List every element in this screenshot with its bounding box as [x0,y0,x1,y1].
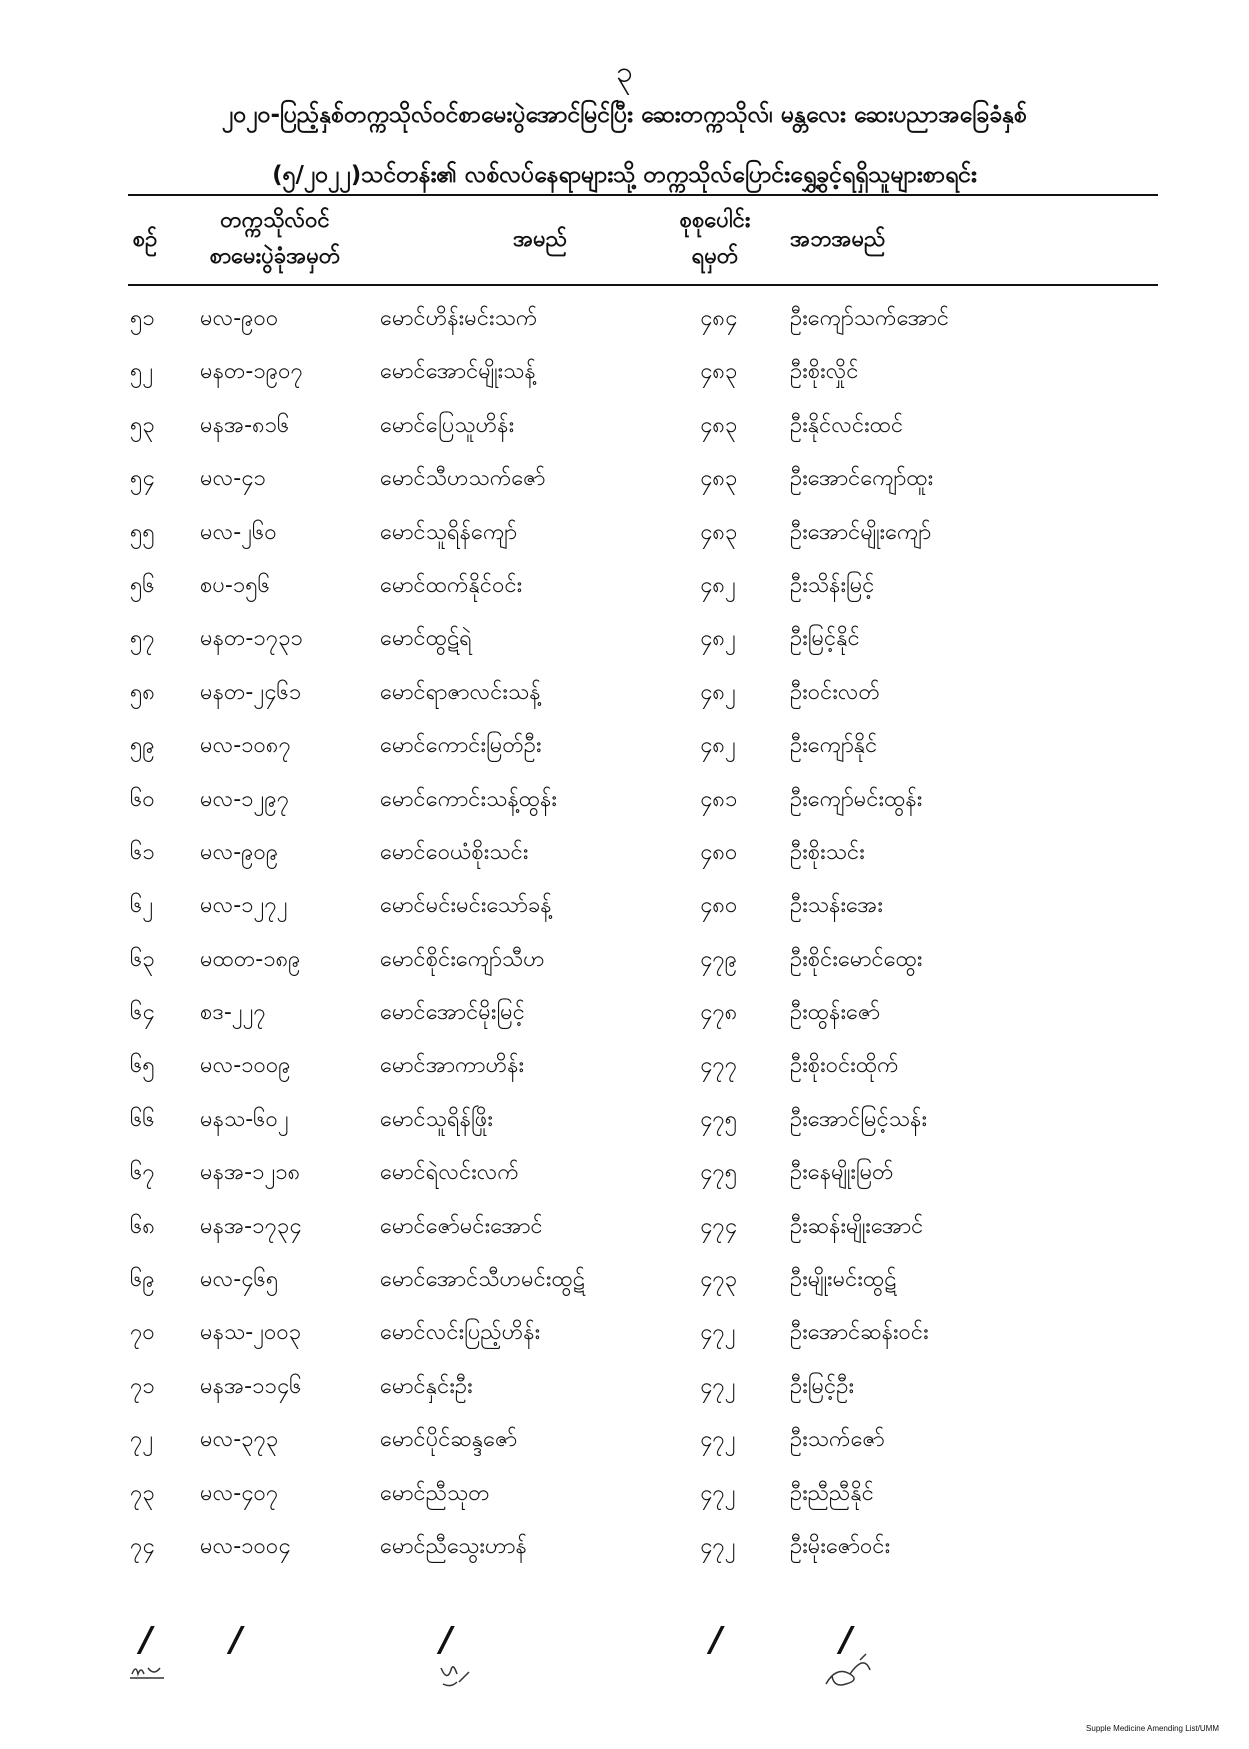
row-no: ၇၂ [130,1427,154,1453]
row-score: ၄၇၂ [700,1373,736,1399]
row-score: ၄၇၃ [700,1267,738,1293]
row-exam-id: မနအ-၈၁၆ [200,412,290,438]
row-score: ၄၈၂ [700,733,736,759]
row-exam-id: မနတ-၂၄၆၁ [200,679,302,705]
header-no: စဉ် [132,227,158,252]
table-row [0,1363,1249,1416]
row-name: မောင်ကောင်းမြတ်ဦး [380,733,542,759]
header-exam-id-line-2: စာမေးပွဲခုံအမှတ် [209,244,341,269]
row-exam-id: မလ-၁၀၀၄ [200,1533,291,1559]
row-father-name: ဦးကျော်သက်အောင် [790,306,950,331]
row-exam-id: မလ-၁၀၈၇ [200,733,291,759]
row-score: ၄၈၃ [700,359,738,385]
row-no: ၆၆ [130,1106,155,1132]
row-name: မောင်အောင်မိုးမြင့် [380,1000,525,1026]
row-name: မောင်ညီသွေးဟာန် [380,1533,527,1559]
row-father-name: ဦးမြင့်ဦး [790,1373,855,1399]
row-name: မောင်ဝေယံစိုးသင်း [380,839,529,865]
row-name: မောင်ကောင်းသန့်ထွန်း [380,786,557,812]
row-name: မောင်စိုင်းကျော်သီဟ [380,946,545,972]
row-name: မောင်သူရိန်ကျော် [380,519,518,545]
row-no: ၅၅ [130,519,155,545]
row-exam-id: မလ-၄၆၅ [200,1267,279,1293]
row-name: မောင်အောင်သီဟမင်းထွဋ် [380,1267,585,1293]
row-father-name: ဦးညီညီနိုင် [790,1480,874,1506]
header-father-name: အဘအမည် [790,227,886,252]
row-exam-id: မလ-၁၂၇၂ [200,893,288,919]
row-father-name: ဦးထွန်းဇော် [790,1000,881,1026]
row-name: မောင်ပိုင်ဆန္ဒဇော် [380,1427,518,1453]
row-name: မောင်လင်းပြည့်ဟိန်း [380,1320,541,1346]
row-score: ၄၇၂ [700,1320,736,1346]
row-father-name: ဦးအောင်ကျော်ထူး [790,466,934,492]
row-father-name: ဦးမိုးဇော်ဝင်း [790,1533,891,1559]
row-father-name: ဦးစိုးလှိုင် [790,359,859,385]
row-name: မောင်ဟိန်းမင်းသက် [380,306,538,331]
row-exam-id: မနသ-၂၀၀၃ [200,1320,302,1346]
row-exam-id: မနအ-၁၁၄၆ [200,1373,302,1399]
table-row [0,1416,1249,1469]
footer-note: Supple Medicine Amending List/UMM [1086,1724,1219,1733]
row-exam-id: မလ-၁၂၉၇ [200,786,290,812]
row-exam-id: မထတ-၁၈၉ [200,946,301,972]
row-score: ၄၈၄ [700,306,738,331]
row-no: ၅၂ [130,359,154,385]
column-end-marks [0,1620,1249,1660]
row-no: ၆၈ [130,1213,155,1239]
table-top-rule [128,194,1158,196]
row-no: ၆၄ [130,1000,155,1026]
table-row [0,776,1249,829]
row-score: ၄၈၁ [700,786,738,812]
row-score: ၄၇၂ [700,1480,736,1506]
page-number: ၃ [616,55,633,90]
row-score: ၄၇၅ [700,1160,738,1186]
row-exam-id: မနသ-၆၀၂ [200,1106,289,1132]
table-row [0,1309,1249,1362]
table-row [0,295,1249,348]
row-father-name: ဦးကျော်မင်းထွန်း [790,786,923,812]
row-name: မောင်သီဟသက်ဇော် [380,466,546,492]
header-score-line-2: ရမှတ် [691,244,739,269]
row-father-name: ဦးအောင်မျိုးကျော် [790,519,932,545]
table-row [0,509,1249,562]
row-father-name: ဦးသန်းအေး [790,893,883,919]
row-father-name: ဦးစိုးသင်း [790,839,865,865]
row-father-name: ဦးသက်ဇော် [790,1427,885,1453]
header-exam-id-line-1: တက္ကသိုလ်ဝင် [220,208,330,233]
row-name: မောင်အောင်မျိုးသန့် [380,359,536,385]
table-row [0,1042,1249,1095]
initial-signature-1 [128,1660,168,1680]
row-exam-id: မနတ-၁၉၀၇ [200,359,303,385]
row-no: ၅၇ [130,626,155,652]
row-father-name: ဦးမြင့်နိုင် [790,626,860,652]
initial-signature-3 [820,1650,880,1690]
table-row [0,829,1249,882]
row-father-name: ဦးအောင်ဆန်းဝင်း [790,1320,929,1346]
end-mark-slash: / [230,1620,243,1660]
table-row [0,455,1249,508]
row-father-name: ဦးနိုင်လင်းထင် [790,412,904,438]
row-score: ၄၇၇ [700,1053,738,1079]
table-row [0,348,1249,401]
row-no: ၇၄ [130,1533,155,1559]
table-row [0,1523,1249,1576]
table-header-rule [128,284,1158,286]
document-title-line-1: ၂၀၂၀-ပြည့်နှစ်တက္ကသိုလ်ဝင်စာမေးပွဲအောင်မြင်ပြီး ဆေးတက္ကသိုလ်၊ မန္တလေး ဆေးပညာအခြေခံနှစ် [222,102,1027,128]
row-exam-id: မလ-၂၆၀ [200,519,277,545]
row-exam-id: မလ-၃၇၃ [200,1427,279,1453]
row-name: မောင်ပြေသူဟိန်း [380,412,515,438]
row-exam-id: မနအ-၁၂၁၈ [200,1160,301,1186]
row-score: ၄၈၀ [700,839,738,865]
row-no: ၆၂ [130,893,154,919]
header-score-line-1: စုစုပေါင်း [679,208,751,233]
end-mark-slash: / [440,1620,453,1660]
row-father-name: ဦးအောင်မြင့်သန်း [790,1106,928,1132]
row-exam-id: မလ-၁၀၀၉ [200,1053,291,1079]
row-no: ၅၉ [130,733,155,759]
row-no: ၅၈ [130,679,155,705]
row-no: ၇၁ [130,1373,155,1399]
header-exam-id [170,203,380,275]
header-name: အမည် [512,227,568,252]
row-name: မောင်သူရိန်ဖြိုး [380,1106,493,1132]
row-score: ၄၈၂ [700,626,736,652]
row-father-name: ဦးသိန်းမြင့် [790,572,875,598]
row-score: ၄၈၀ [700,893,738,919]
row-no: ၆၇ [130,1160,155,1186]
table-row [0,722,1249,775]
row-name: မောင်နှင်းဦး [380,1373,473,1399]
row-father-name: ဦးဝင်းလတ် [790,679,880,705]
row-name: မောင်မင်းမင်းသော်ခန့် [380,893,552,919]
row-name: မောင်ထွဋ်ရဲ [380,626,472,652]
row-name: မောင်ထက်နိုင်ဝင်း [380,572,523,598]
row-score: ၄၇၄ [700,1213,738,1239]
table-row [0,1096,1249,1149]
row-name: မောင်အာကာဟိန်း [380,1053,525,1079]
end-mark-slash: / [140,1620,153,1660]
table-row [0,936,1249,989]
row-exam-id: မနတ-၁၇၃၁ [200,626,303,652]
table-row [0,562,1249,615]
table-row [0,989,1249,1042]
row-father-name: ဦးမျိုးမင်းထွဋ် [790,1267,897,1293]
table-row [0,402,1249,455]
row-father-name: ဦးဆန်းမျိုးအောင် [790,1213,924,1239]
initial-signature-2 [435,1660,475,1690]
row-no: ၇၀ [130,1320,155,1346]
row-score: ၄၈၃ [700,466,738,492]
row-exam-id: မလ-၉၀၀ [200,306,279,331]
row-no: ၅၆ [130,572,155,598]
table-row [0,615,1249,668]
row-no: ၇၃ [130,1480,155,1506]
table-row [0,669,1249,722]
row-no: ၅၃ [130,412,155,438]
row-name: မောင်ဇော်မင်းအောင် [380,1213,543,1239]
row-name: မောင်ရဲလင်းလက် [380,1160,519,1186]
row-father-name: ဦးနေမျိုးမြတ် [790,1160,894,1186]
row-no: ၅၄ [130,466,155,492]
row-no: ၆၁ [130,839,155,865]
end-mark-slash: / [840,1620,853,1660]
row-name: မောင်ရာဇာလင်းသန့် [380,679,541,705]
table-row [0,882,1249,935]
row-score: ၄၈၃ [700,412,738,438]
row-score: ၄၇၂ [700,1427,736,1453]
row-father-name: ဦးစိုင်းမောင်ထွေး [790,946,923,972]
table-body [0,295,1249,1576]
row-exam-id: မလ-၄၁ [200,466,266,492]
row-exam-id: စဒ-၂၂၇ [200,1000,266,1026]
table-row [0,1149,1249,1202]
row-exam-id: မနအ-၁၇၃၄ [200,1213,302,1239]
document-title-line-2: (၅/၂၀၂၂)သင်တန်း၏ လစ်လပ်နေရာများသို့ တက္ကသိုလ်ပြောင်းရွှေ့ခွင့်ရရှိသူများစာရင်း [272,162,977,188]
row-score: ၄၈၂ [700,679,736,705]
table-row [0,1256,1249,1309]
row-no: ၆၉ [130,1267,155,1293]
row-name: မောင်ညီသုတ [380,1480,490,1506]
end-mark-slash: / [710,1620,723,1660]
row-no: ၆၀ [130,786,155,812]
row-father-name: ဦးကျော်နိုင် [790,733,878,759]
row-score: ၄၇၅ [700,1106,738,1132]
header-score [640,203,790,275]
row-no: ၆၃ [130,946,155,972]
row-exam-id: စပ-၁၅၆ [200,572,270,598]
row-score: ၄၇၈ [700,1000,738,1026]
row-score: ၄၇၉ [700,946,738,972]
row-no: ၆၅ [130,1053,155,1079]
table-row [0,1470,1249,1523]
row-score: ၄၈၂ [700,572,736,598]
row-exam-id: မလ-၄၀၇ [200,1480,279,1506]
row-father-name: ဦးစိုးဝင်းထိုက် [790,1053,899,1079]
row-score: ၄၇၂ [700,1533,736,1559]
row-score: ၄၈၃ [700,519,738,545]
row-no: ၅၁ [130,306,155,331]
table-row [0,1203,1249,1256]
row-exam-id: မလ-၉၀၉ [200,839,279,865]
